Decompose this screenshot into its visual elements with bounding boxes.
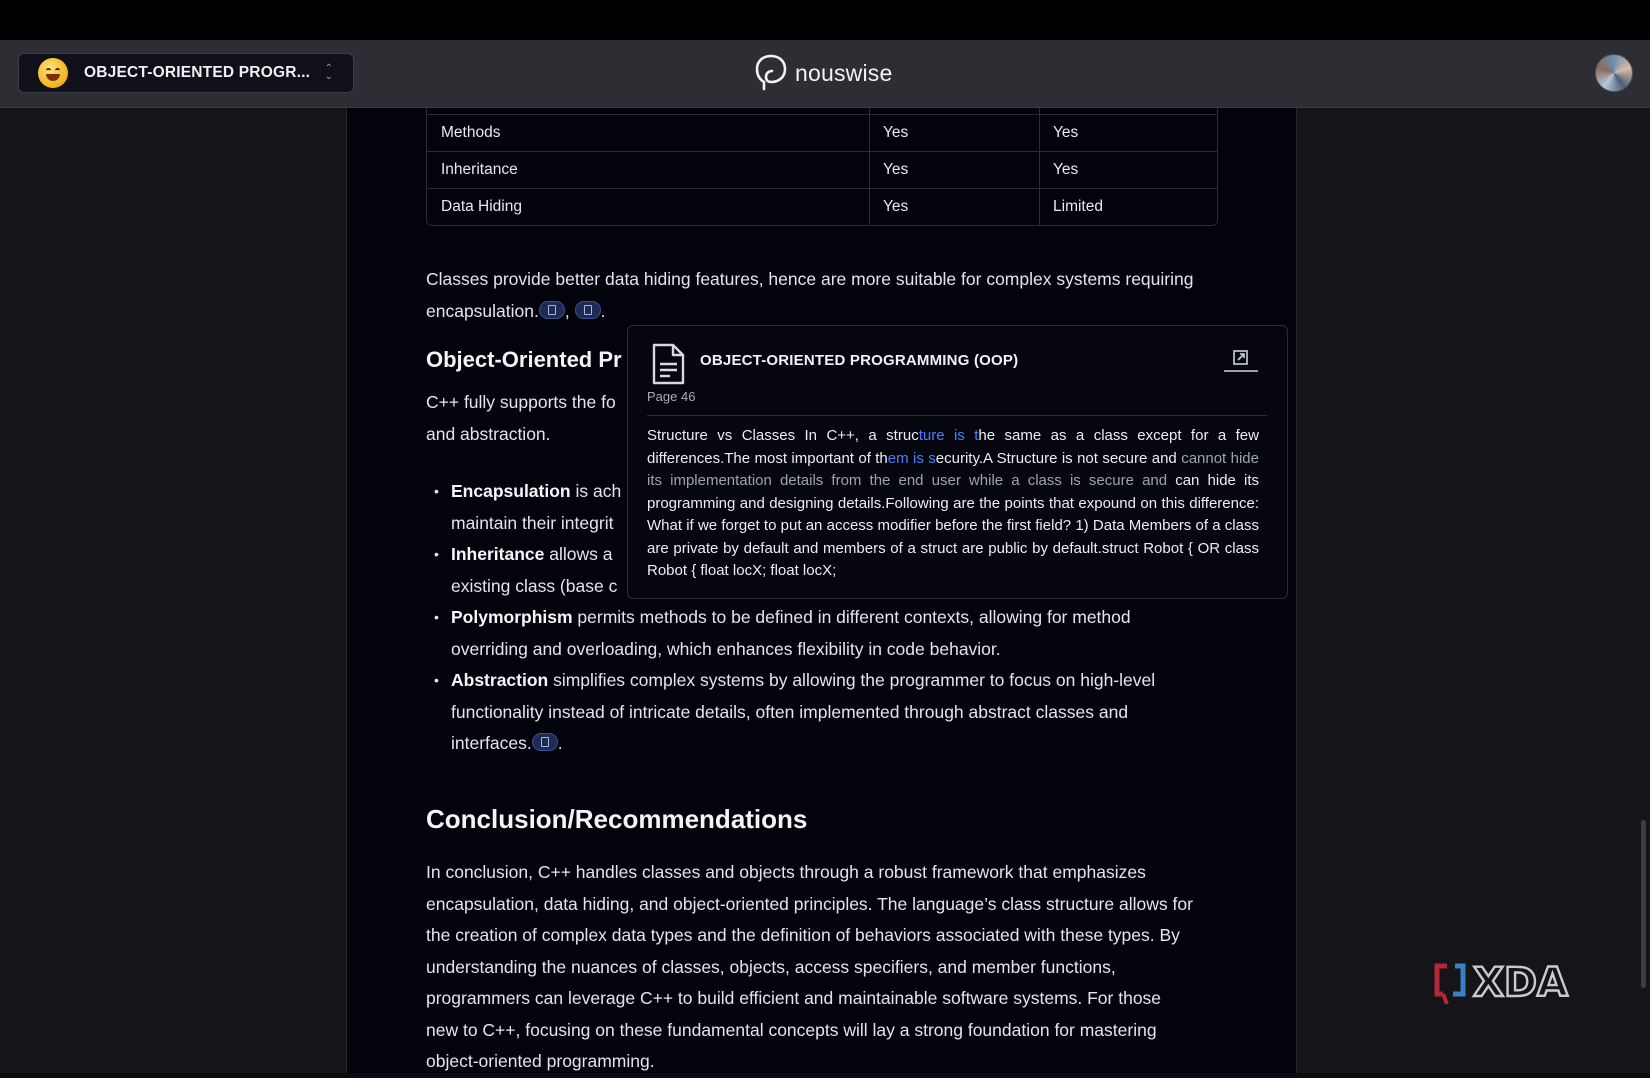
bullet-dot: • — [434, 672, 439, 688]
project-selector[interactable] — [18, 53, 354, 93]
scrollbar-thumb[interactable] — [1641, 820, 1646, 988]
nouswise-head-icon — [755, 54, 787, 92]
section-heading-conclusion: Conclusion/Recommendations — [426, 804, 808, 834]
bullet-dot: • — [434, 546, 439, 562]
list-item-text: maintain their integrit — [451, 512, 614, 533]
list-item-text: overriding and overloading, which enhances flexibility in code behavior. — [451, 638, 1001, 659]
list-item-end: . — [557, 733, 563, 753]
top-bar — [0, 0, 1650, 40]
brand-name: nouswise — [795, 59, 893, 86]
citation-preview-popup — [627, 325, 1288, 599]
paragraph-conclusion: In conclusion, C++ handles classes and objects through a robust framework that emphasizes encapsulation, data hiding, and object-oriented principles. The language’s class structure allows for the creation of complex data types and the definition of behaviors associated with these types. By understanding the nuances of classes, objects, access specifiers, and member functions, programmers can leverage C++ to build efficient and maintainable software systems. For those new to C++, focusing on these fundamental concepts will lay a strong foundation for mastering object-oriented programming. — [426, 862, 1193, 1071]
section-heading-oop: Object-Oriented Pr — [426, 347, 622, 372]
table-cell: Limited — [1053, 198, 1103, 215]
document-icon — [650, 342, 686, 386]
paragraph-data-hiding — [426, 264, 1196, 327]
table-cell: Yes — [870, 152, 1040, 188]
paragraph-end: . — [600, 300, 606, 321]
list-item-text: permits methods to be defined in different contexts, allowing for method — [572, 607, 1131, 627]
chevron-up-down-icon: ⌃ ⌄ — [324, 63, 333, 82]
paragraph-line: and abstraction. — [426, 423, 551, 444]
list-item-term: Inheritance — [451, 544, 545, 564]
table-cell: Data Hiding — [427, 189, 870, 225]
citation-separator: , — [564, 300, 570, 321]
citation-icon[interactable] — [575, 301, 601, 319]
table-cell: Yes — [870, 115, 1040, 151]
paragraph-line: C++ fully supports the fo — [426, 392, 616, 412]
brand-logo[interactable] — [755, 52, 893, 94]
divider — [647, 415, 1267, 416]
table-cell: Yes — [1053, 161, 1079, 178]
paragraph-text: Classes provide better data hiding features, hence are more suitable for complex systems requiring encapsulation. — [426, 269, 1194, 321]
table-cell: Methods — [427, 115, 870, 151]
list-item-text: interfaces. — [451, 733, 532, 753]
table-cell: Yes — [1053, 124, 1079, 141]
list-item-text: functionality instead of intricate details, often implemented through abstract classes and — [451, 701, 1129, 722]
table-row — [427, 114, 1217, 151]
table-cell: Inheritance — [427, 152, 870, 188]
list-item-text: existing class (base c — [451, 575, 618, 596]
citation-icon[interactable] — [532, 733, 558, 751]
bullet-dot: • — [434, 609, 439, 625]
list-item-term: Encapsulation — [451, 481, 571, 501]
project-name: OBJECT-ORIENTED PROGR... — [84, 64, 311, 81]
popup-page-number: Page 46 — [647, 389, 696, 404]
table-row — [427, 188, 1217, 225]
watermark-text: XDA — [1473, 960, 1568, 1006]
app-header — [0, 40, 1650, 108]
table-row — [427, 151, 1217, 188]
grinning-emoji-icon — [38, 58, 68, 88]
xda-watermark-logo — [1433, 958, 1588, 1008]
list-item-text: allows a — [544, 544, 613, 564]
list-item-term: Abstraction — [451, 670, 549, 690]
user-avatar[interactable] — [1595, 54, 1633, 92]
citation-icon[interactable] — [539, 301, 565, 319]
popup-source-title: OBJECT-ORIENTED PROGRAMMING (OOP) — [700, 352, 1019, 369]
table-cell: Yes — [870, 189, 1040, 225]
bullet-dot: • — [434, 483, 439, 499]
open-source-button[interactable] — [1222, 348, 1260, 374]
popup-excerpt: Structure vs Classes In C++, a structure is the same as a class except for a few differences.The most important of them is security.A Structure is not secure and cannot hide its implementation details from the end user while a class is secure and can hide its programming and designing details.Following are the points that expound on this difference: What if we forget to put an access modifier before the first field? 1) Data Members of a class are private by default and members of a struct are public by default.struct Robot { OR class Robot { float locX; float locX; — [647, 427, 1259, 579]
list-item-term: Polymorphism — [451, 607, 573, 627]
right-panel — [1296, 107, 1650, 1073]
left-panel — [0, 107, 346, 1073]
list-item-text: is ach — [570, 481, 622, 501]
list-item-text: simplifies complex systems by allowing the programmer to focus on high-level — [548, 670, 1156, 690]
